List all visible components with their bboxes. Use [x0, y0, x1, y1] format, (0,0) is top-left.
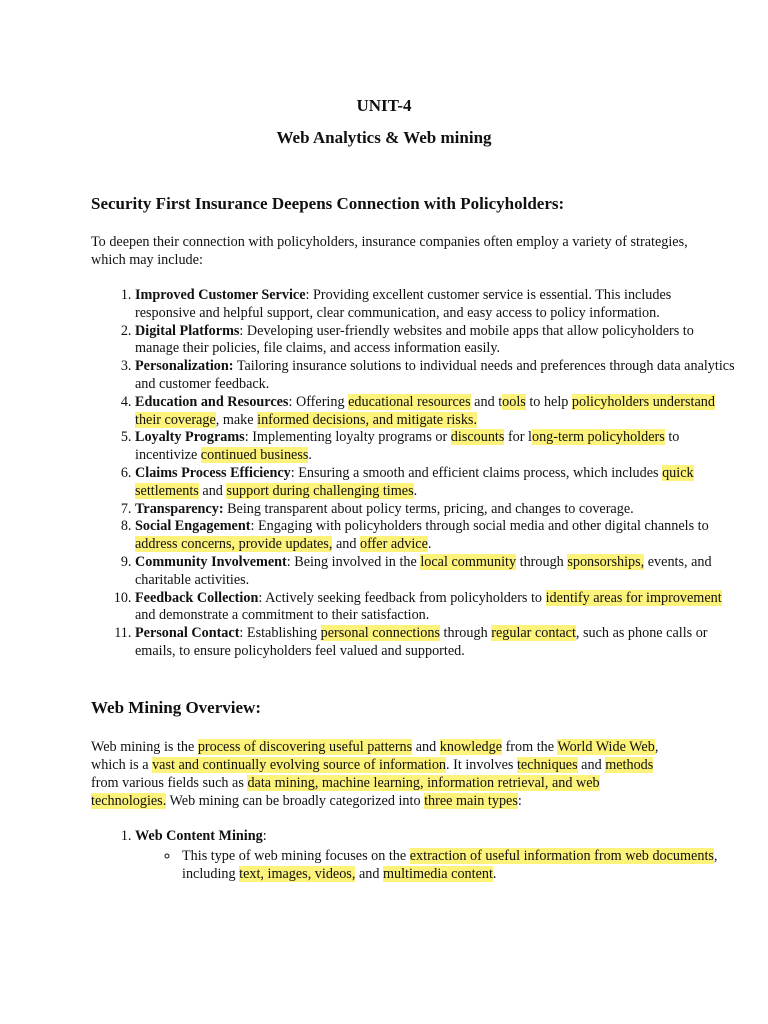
highlighted-text: support during challenging times	[226, 482, 414, 499]
highlighted-text: knowledge	[439, 739, 503, 755]
term-separator: :	[305, 287, 313, 303]
strategy-term: Social Engagement	[135, 518, 251, 535]
highlighted-text: World Wide Web	[557, 739, 655, 755]
highlighted-text: ools	[502, 393, 526, 410]
text-run: , such as phone calls or emails, to ensure policyholders feel valued and supported.	[135, 625, 708, 659]
text-run: Implementing loyalty programs or	[252, 429, 451, 446]
document-title: Web Analytics & Web mining	[276, 128, 492, 147]
strategy-item	[135, 323, 735, 359]
section-heading-insurance: Security First Insurance Deepens Connection with Policyholders:	[91, 194, 565, 213]
term-separator: :	[250, 518, 258, 535]
text-run: for l	[504, 429, 532, 446]
text-run: through	[440, 625, 492, 642]
mining-type-item	[135, 827, 735, 883]
highlighted-text: ong-term policyholders	[531, 429, 665, 446]
text-run: Web mining is the	[91, 739, 198, 755]
highlighted-text: offer advice	[359, 536, 428, 553]
strategy-term: Claims Process Efficiency	[135, 464, 291, 481]
term-separator: :	[288, 393, 296, 410]
highlighted-text: data mining, machine learning, information retrieval, and web technologies.	[91, 775, 600, 809]
strategy-term: Loyalty Programs	[135, 429, 245, 446]
web-mining-types-list	[91, 827, 735, 883]
text-run: Developing user-friendly websites and mobile apps that allow policyholders to manage their policies, file claims, and access information easily.	[135, 322, 694, 357]
text-run: Web mining can be broadly categorized into	[166, 793, 425, 809]
text-run: through	[516, 553, 568, 570]
highlighted-text: process of discovering useful patterns	[197, 739, 413, 755]
strategy-item	[135, 554, 735, 590]
text-run: Being involved in the	[294, 553, 421, 570]
text-run: , which is a	[91, 739, 659, 773]
intro-paragraph: To deepen their connection with policyholders, insurance companies often employ a variety of strategies, which may include:	[91, 234, 688, 268]
strategy-term: Personal Contact	[135, 625, 240, 642]
text-run: and	[412, 739, 440, 755]
highlighted-text: informed decisions, and mitigate risks.	[257, 411, 477, 428]
highlighted-text: techniques	[516, 757, 578, 773]
strategy-term: Digital Platforms	[135, 322, 240, 339]
highlighted-text: educational resources	[348, 393, 471, 410]
strategy-item	[135, 590, 735, 626]
text-run: Being transparent about policy terms, pricing, and changes to coverage.	[227, 500, 634, 517]
highlighted-text: extraction of useful information from web documents	[409, 848, 714, 864]
strategy-item	[135, 394, 735, 430]
strategy-item	[135, 429, 735, 465]
text-run: Providing excellent customer service is essential. This includes responsive and helpful support, clear communication, and easy access to policy information.	[135, 287, 672, 321]
strategy-item	[135, 625, 735, 661]
mining-type-term: Web Content Mining	[135, 828, 263, 844]
highlighted-text: local community	[420, 553, 517, 570]
text-run: and demonstrate a commitment to their satisfaction.	[135, 607, 430, 624]
mining-type-sublist	[135, 847, 735, 883]
strategy-term: Community Involvement	[135, 553, 287, 570]
term-separator: :	[286, 553, 295, 570]
text-run: Tailoring insurance solutions to individual needs and preferences through data analytics and customer feedback.	[135, 358, 735, 392]
text-run: :	[517, 793, 522, 809]
term-separator: :	[239, 625, 247, 642]
text-run: . It involves	[446, 757, 517, 773]
highlighted-text: sponsorships,	[567, 553, 645, 570]
highlighted-text: continued business	[200, 447, 309, 464]
text-run: Offering	[295, 393, 349, 410]
strategy-term: Improved Customer Service	[135, 287, 306, 303]
highlighted-text: discounts	[450, 429, 505, 446]
highlighted-text: identify areas for improvement	[545, 589, 722, 606]
text-run: .	[308, 447, 312, 464]
text-run: , including	[182, 848, 718, 882]
text-run: .	[427, 536, 432, 553]
term-separator: :	[262, 828, 267, 844]
highlighted-text: address concerns, provide updates,	[135, 536, 333, 553]
mining-type-description	[180, 847, 735, 883]
term-separator: :	[290, 464, 299, 481]
text-run: and	[355, 866, 383, 882]
highlighted-text: regular contact	[491, 625, 576, 642]
strategies-list	[91, 287, 735, 661]
strategy-item	[135, 501, 735, 519]
section-heading-web-mining: Web Mining Overview:	[91, 698, 261, 717]
text-run: Establishing	[246, 625, 321, 642]
text-run: to incentivize	[135, 429, 680, 464]
text-run: .	[413, 482, 418, 499]
highlighted-text: multimedia content	[382, 866, 493, 882]
text-run: , make	[215, 411, 258, 428]
text-run: Ensuring a smooth and efficient claims process, which includes	[298, 464, 663, 481]
highlighted-text: methods	[605, 757, 654, 773]
strategy-item	[135, 465, 735, 501]
web-mining-paragraph	[91, 738, 673, 810]
text-run: and t	[470, 393, 503, 410]
strategy-item	[135, 287, 735, 323]
strategy-term: Education and Resources	[135, 393, 289, 410]
term-separator: :	[244, 429, 253, 446]
text-run: and	[577, 757, 606, 773]
strategy-term: Feedback Collection	[135, 589, 259, 606]
text-run: Engaging with policyholders through social media and other digital channels to	[257, 518, 709, 535]
text-run: to help	[525, 393, 572, 410]
highlighted-text: vast and continually evolving source of information	[152, 757, 447, 773]
highlighted-text: policyholders understand their coverage	[135, 393, 715, 428]
text-run: and	[332, 536, 360, 553]
strategy-item	[135, 518, 735, 554]
text-run: This type of web mining focuses on the	[182, 848, 410, 864]
strategy-term: Transparency:	[135, 500, 224, 517]
text-run: and	[198, 482, 227, 499]
highlighted-text: text, images, videos,	[239, 866, 356, 882]
highlighted-text: quick settlements	[135, 464, 694, 499]
highlighted-text: personal connections	[320, 625, 440, 642]
text-run: from the	[502, 739, 558, 755]
text-run: from various fields such as	[91, 775, 248, 791]
highlighted-text: three main types	[424, 793, 518, 809]
text-run: Actively seeking feedback from policyholders to	[265, 589, 546, 606]
strategy-term: Personalization:	[135, 358, 234, 375]
term-separator: :	[239, 322, 247, 339]
unit-title: UNIT-4	[356, 96, 412, 115]
term-separator: :	[258, 589, 266, 606]
text-run: events, and charitable activities.	[135, 553, 712, 588]
text-run: .	[492, 866, 497, 882]
strategy-item	[135, 358, 735, 394]
